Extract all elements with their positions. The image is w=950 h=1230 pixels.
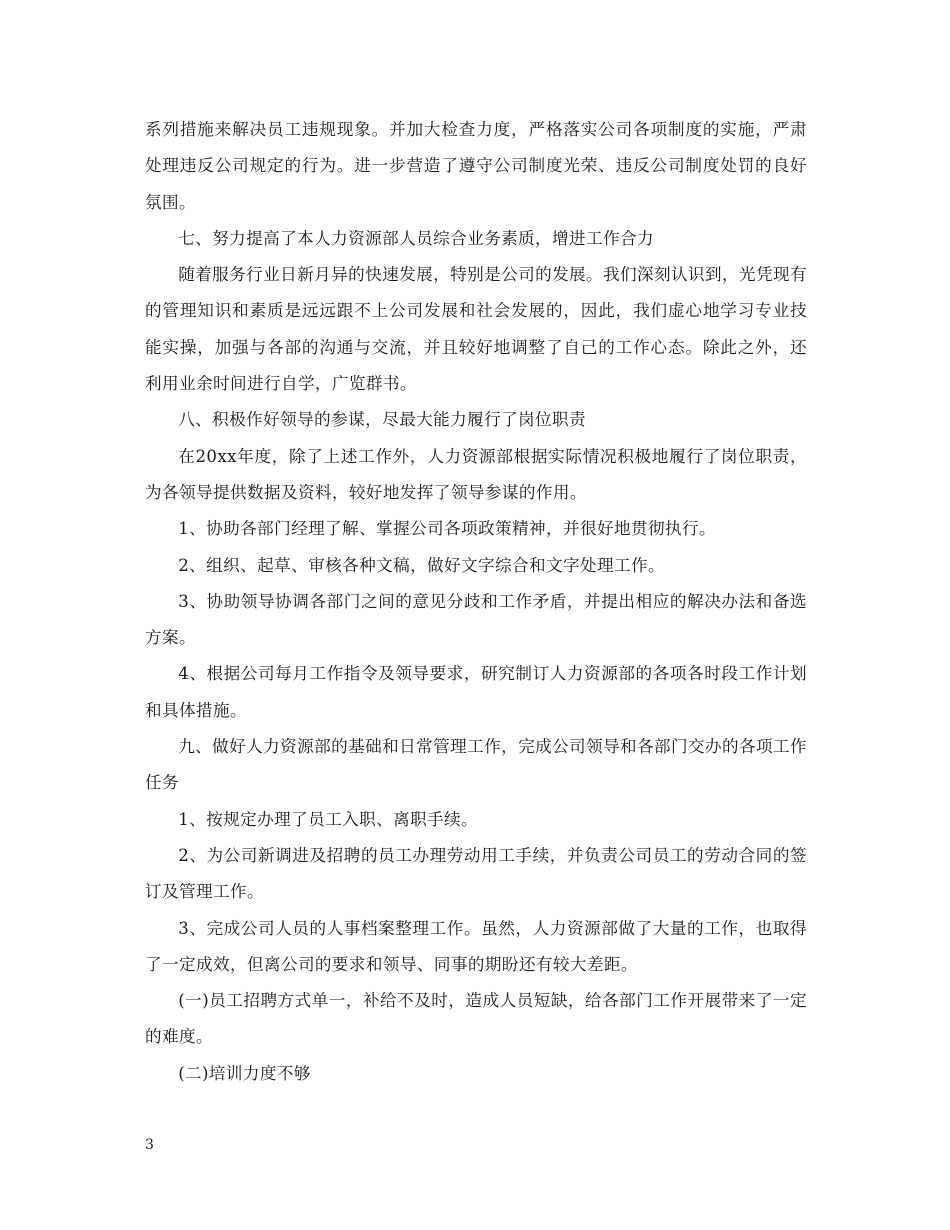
body-text	[145, 112, 807, 1092]
list-item: 3、协助领导协调各部门之间的意见分歧和工作矛盾，并提出相应的解决办法和备选方案。	[145, 591, 807, 648]
paragraph: 在20xx年度，除了上述工作外，人力资源部根据实际情况积极地履行了岗位职责，为各领导提供数据及资料，较好地发挥了领导参谋的作用。	[145, 446, 807, 502]
list-item: (一)员工招聘方式单一，补给不及时，造成人员短缺，给各部门工作开展带来了一定的难度。	[145, 991, 807, 1047]
list-item: 2、为公司新调进及招聘的员工办理劳动用工手续，并负责公司员工的劳动合同的签订及管理工作。	[145, 845, 807, 902]
list-item: 1、协助各部门经理了解、掌握公司各项政策精神，并很好地贯彻执行。	[178, 519, 716, 539]
list-item: 4、根据公司每月工作指令及领导要求，研究制订人力资源部的各项各时段工作计划和具体措施。	[145, 664, 807, 720]
list-item: 2、组织、起草、审核各种文稿，做好文字综合和文字处理工作。	[178, 555, 665, 575]
section-heading: 九、做好人力资源部的基础和日常管理工作，完成公司领导和各部门交办的各项工作任务	[145, 737, 807, 793]
section-heading: 七、努力提高了本人力资源部人员综合业务素质，增进工作合力	[178, 228, 655, 248]
list-item: 1、按规定办理了员工入职、离职手续。	[178, 809, 479, 829]
paragraph: 系列措施来解决员工违规现象。并加大检查力度，严格落实公司各项制度的实施，严肃处理违反公司规定的行为。进一步营造了遵守公司制度光荣、违反公司制度处罚的良好氛围。	[145, 120, 807, 212]
list-item: 3、完成公司人员的人事档案整理工作。虽然，人力资源部做了大量的工作，也取得了一定成效，但离公司的要求和领导、同事的期盼还有较大差距。	[145, 918, 807, 974]
list-item: (二)培训力度不够	[178, 1063, 311, 1083]
paragraph: 随着服务行业日新月异的快速发展，特别是公司的发展。我们深刻认识到，光凭现有的管理知识和素质是远远跟不上公司发展和社会发展的，因此，我们虚心地学习专业技能实操，加强与各部的沟通与交流，并且较好地调整了自己的工作心态。除此之外，还利用业余时间进行自学，广览群书。	[145, 265, 807, 394]
page-number: 3	[145, 1137, 154, 1153]
section-heading: 八、积极作好领导的参谋，尽最大能力履行了岗位职责	[178, 410, 587, 430]
